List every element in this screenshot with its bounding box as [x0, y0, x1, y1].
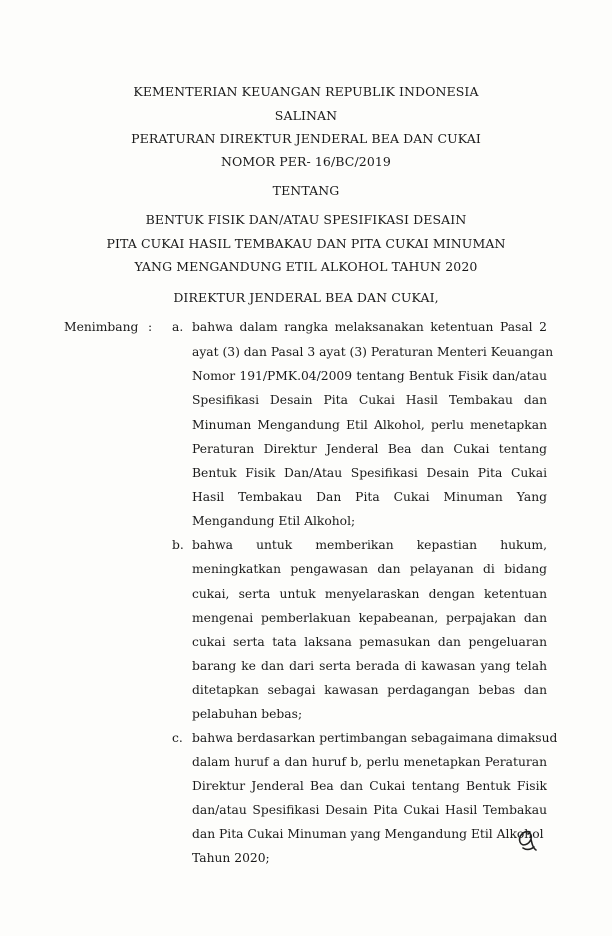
item-c-line: dan/atau Spesifikasi Desain Pita Cukai Hasil Tembakau	[192, 803, 547, 817]
item-b-line: pelabuhan bebas;	[192, 707, 303, 721]
item-a-line: Bentuk Fisik Dan/Atau Spesifikasi Desain Pita Cukai	[192, 466, 547, 480]
item-a-line: Minuman Mengandung Etil Alkohol, perlu menetapkan	[192, 418, 547, 432]
item-a-line: Mengandung Etil Alkohol;	[192, 514, 356, 528]
considering-colon: :	[148, 320, 153, 334]
ministry-heading: KEMENTERIAN KEUANGAN REPUBLIK INDONESIA	[133, 84, 479, 99]
considering-label: Menimbang	[64, 320, 139, 334]
paraf-initial-icon	[514, 826, 540, 854]
item-c-line: Direktur Jenderal Bea dan Cukai tentang Bentuk Fisik	[192, 779, 547, 793]
item-b-marker: b.	[172, 538, 184, 552]
item-a-line: bahwa dalam rangka melaksanakan ketentuan Pasal 2	[192, 320, 547, 334]
regulation-title: PERATURAN DIREKTUR JENDERAL BEA DAN CUKAI	[131, 131, 481, 146]
item-b-line: ditetapkan sebagai kawasan perdagangan bebas dan	[192, 683, 547, 697]
item-c-marker: c.	[172, 731, 183, 745]
item-b-line: barang ke dan dari serta berada di kawasan yang telah	[192, 659, 547, 673]
copy-label: SALINAN	[274, 108, 338, 123]
issuer-heading: DIREKTUR JENDERAL BEA DAN CUKAI,	[173, 290, 439, 305]
item-b-line: cukai, serta untuk menyelaraskan dengan ketentuan	[192, 587, 547, 601]
item-b-line: bahwa untuk memberikan kepastian hukum,	[192, 538, 547, 552]
item-c-line: Tahun 2020;	[192, 851, 270, 865]
item-a-line: Peraturan Direktur Jenderal Bea dan Cukai tentang	[192, 442, 547, 456]
item-a-line: Spesifikasi Desain Pita Cukai Hasil Tembakau dan	[192, 393, 547, 407]
subject-line-2: PITA CUKAI HASIL TEMBAKAU DAN PITA CUKAI MINUMAN	[106, 236, 506, 251]
subject-line-3: YANG MENGANDUNG ETIL ALKOHOL TAHUN 2020	[134, 259, 478, 274]
item-c-line: dalam huruf a dan huruf b, perlu menetapkan Peraturan	[192, 755, 547, 769]
item-b-line: mengenai pemberlakuan kepabeanan, perpajakan dan	[192, 611, 547, 625]
item-a-line: ayat (3) dan Pasal 3 ayat (3) Peraturan Menteri Keuangan	[192, 345, 554, 359]
subject-line-1: BENTUK FISIK DAN/ATAU SPESIFIKASI DESAIN	[145, 212, 467, 227]
item-c-line: bahwa berdasarkan pertimbangan sebagaimana dimaksud	[192, 731, 558, 745]
item-a-marker: a.	[172, 320, 184, 334]
regulation-number: NOMOR PER- 16/BC/2019	[221, 154, 391, 169]
item-a-line: Nomor 191/PMK.04/2009 tentang Bentuk Fisik dan/atau	[192, 369, 547, 383]
item-c-line: dan Pita Cukai Minuman yang Mengandung Etil Alkohol	[192, 827, 544, 841]
item-b-line: meningkatkan pengawasan dan pelayanan di bidang	[192, 562, 547, 576]
item-a-line: Hasil Tembakau Dan Pita Cukai Minuman Yang	[192, 490, 547, 504]
about-heading: TENTANG	[272, 183, 340, 198]
item-b-line: cukai serta tata laksana pemasukan dan pengeluaran	[192, 635, 547, 649]
